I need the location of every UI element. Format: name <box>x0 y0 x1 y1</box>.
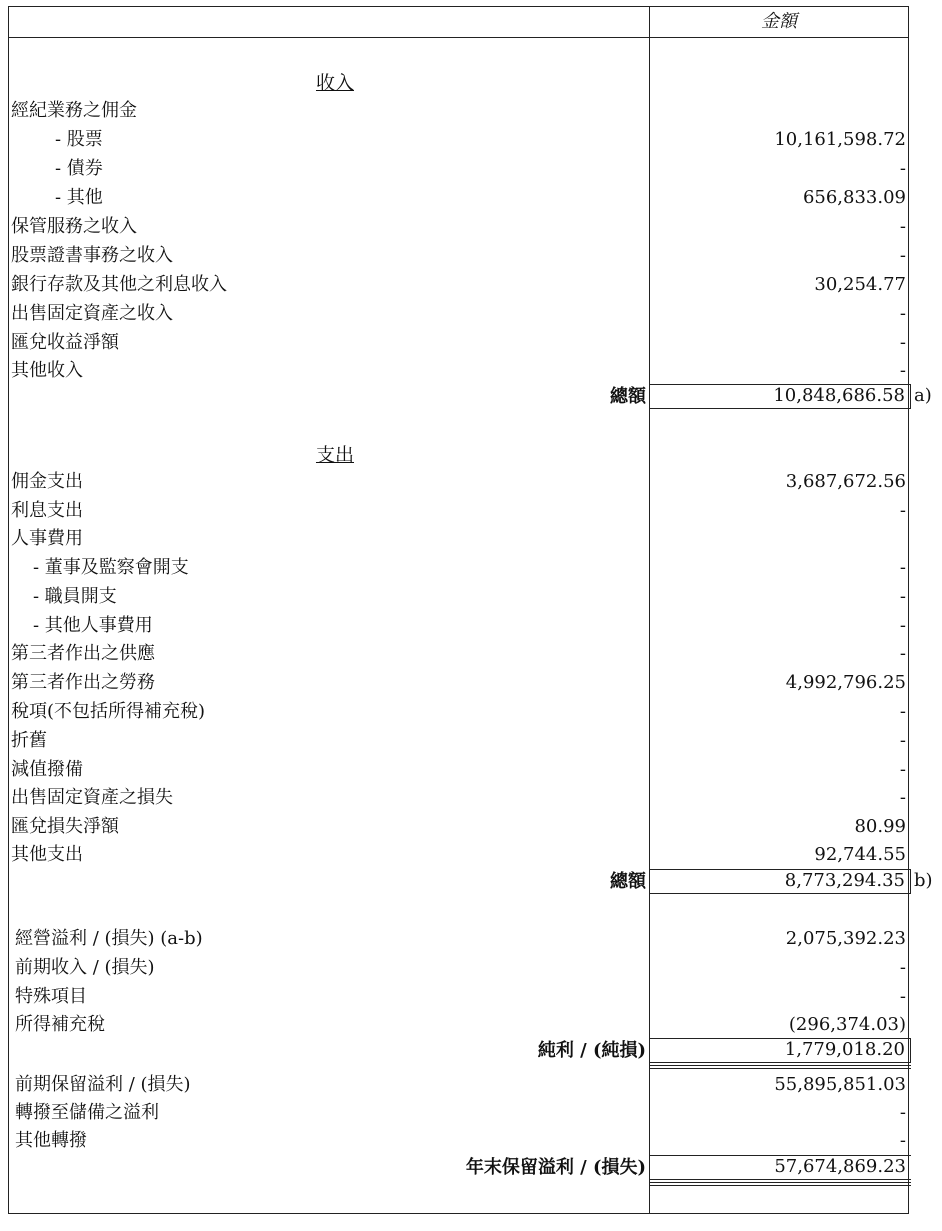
income-row: 銀行存款及其他之利息收入 <box>11 274 227 295</box>
income-row: - 其他 <box>55 187 103 208</box>
income-row: 經紀業務之佣金 <box>11 100 137 121</box>
expense-row: 減值撥備 <box>11 759 83 780</box>
income-total-label: 總額 <box>610 386 646 407</box>
expense-row: 匯兌損失淨額 <box>11 816 119 837</box>
year-end-retained-label: 年末保留溢利 / (損失) <box>465 1157 646 1178</box>
result-row: 特殊項目 <box>15 986 87 1007</box>
expense-row: 人事費用 <box>11 528 83 549</box>
net-profit-label: 純利 / (純損) <box>537 1040 646 1061</box>
expense-amount: 92,744.55 <box>814 844 906 865</box>
income-amount: 10,161,598.72 <box>774 129 906 150</box>
expenses-section-title: 支出 <box>315 444 354 466</box>
income-amount: 30,254.77 <box>814 274 906 295</box>
amount-column-header: 金額 <box>761 11 797 32</box>
net-profit-double-underline <box>650 1065 911 1069</box>
retained-amount: - <box>899 1102 906 1123</box>
year-end-double-underline <box>650 1182 911 1186</box>
expenses-total: 8,773,294.35 <box>650 869 911 894</box>
income-row: 匯兌收益淨額 <box>11 332 119 353</box>
expense-amount: 4,992,796.25 <box>785 672 906 693</box>
income-total-marker: a) <box>914 385 932 406</box>
income-row: 其他收入 <box>11 360 83 381</box>
income-amount: 656,833.09 <box>802 187 906 208</box>
expense-amount: - <box>899 615 906 636</box>
income-amount: - <box>899 158 906 179</box>
expense-row: - 職員開支 <box>33 586 117 607</box>
expenses-total-marker: b) <box>914 870 933 891</box>
year-end-retained-amount: 57,674,869.23 <box>650 1155 911 1180</box>
result-amount: - <box>899 986 906 1007</box>
income-section-title: 收入 <box>315 72 354 94</box>
expense-amount: - <box>899 730 906 751</box>
expenses-total-label: 總額 <box>610 871 646 892</box>
expense-row: 稅項(不包括所得補充稅) <box>11 701 206 722</box>
retained-amount: 55,895,851.03 <box>774 1074 906 1095</box>
income-row: 保管服務之收入 <box>11 216 137 237</box>
income-amount: - <box>899 216 906 237</box>
expense-amount: - <box>899 643 906 664</box>
income-statement <box>8 6 933 1214</box>
income-row: - 債券 <box>55 158 103 179</box>
income-row: - 股票 <box>55 129 103 150</box>
retained-row: 其他轉撥 <box>15 1130 87 1151</box>
income-row: 出售固定資產之收入 <box>11 303 173 324</box>
expense-row: 折舊 <box>11 730 47 751</box>
income-total: 10,848,686.58 <box>650 384 911 409</box>
expense-row: 出售固定資產之損失 <box>11 787 173 808</box>
result-row: 經營溢利 / (損失) (a-b) <box>15 928 203 949</box>
expense-amount: - <box>899 586 906 607</box>
expense-row: 佣金支出 <box>11 471 83 492</box>
expense-row: 第三者作出之供應 <box>11 643 155 664</box>
expense-amount: - <box>899 701 906 722</box>
income-row: 股票證書事務之收入 <box>11 245 173 266</box>
income-amount: - <box>899 360 906 381</box>
result-row: 所得補充稅 <box>15 1014 105 1035</box>
result-amount: - <box>899 957 906 978</box>
retained-amount: - <box>899 1130 906 1151</box>
income-amount: - <box>899 332 906 353</box>
expense-row: 利息支出 <box>11 500 83 521</box>
retained-row: 轉撥至儲備之溢利 <box>15 1102 159 1123</box>
result-amount: (296,374.03) <box>788 1014 906 1035</box>
expense-amount: - <box>899 500 906 521</box>
expense-row: - 董事及監察會開支 <box>33 557 189 578</box>
income-amount: - <box>899 245 906 266</box>
expense-amount: 3,687,672.56 <box>785 471 906 492</box>
expense-row: 第三者作出之勞務 <box>11 672 155 693</box>
expense-amount: - <box>899 759 906 780</box>
expense-amount: - <box>899 557 906 578</box>
result-amount: 2,075,392.23 <box>785 928 906 949</box>
result-row: 前期收入 / (損失) <box>15 957 155 978</box>
header-divider <box>9 37 908 38</box>
income-amount: - <box>899 303 906 324</box>
expense-row: 其他支出 <box>11 844 83 865</box>
net-profit-amount: 1,779,018.20 <box>650 1038 911 1063</box>
retained-row: 前期保留溢利 / (損失) <box>15 1074 191 1095</box>
expense-amount: - <box>899 787 906 808</box>
expense-amount: 80.99 <box>854 816 906 837</box>
expense-row: - 其他人事費用 <box>33 615 153 636</box>
